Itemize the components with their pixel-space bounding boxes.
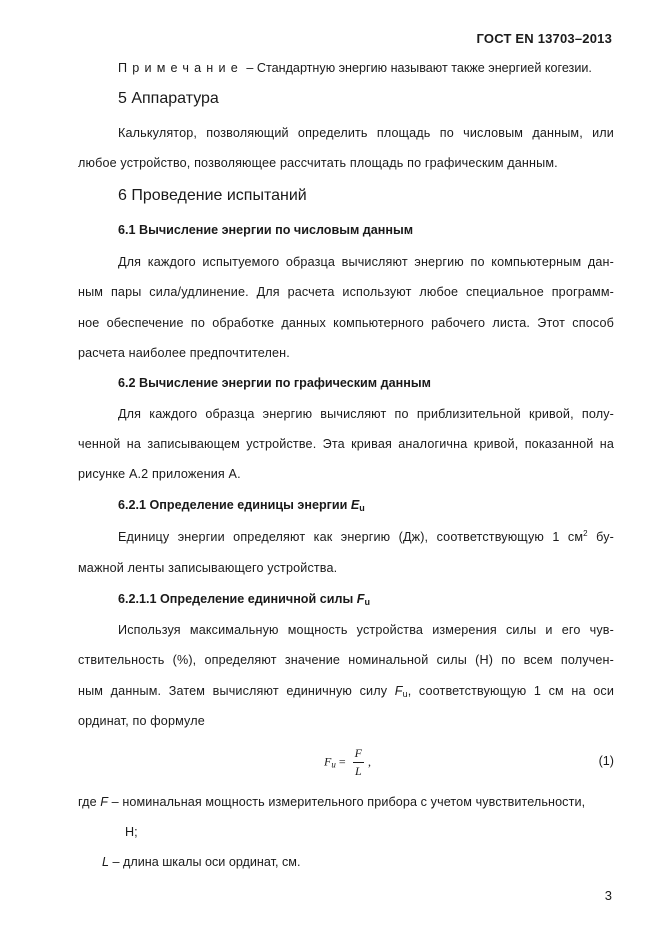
- formula-comma: ,: [367, 754, 371, 769]
- section-6-2-1-1-line-3-b: , соответствующую 1 см на оси: [407, 684, 615, 698]
- section-6-1-line-4: расчета наиболее предпочтителен.: [78, 346, 290, 360]
- where-f-unit: Н;: [125, 825, 138, 839]
- section-6-2-1-line-1-a: Единицу энергии определяют как энергию (Дж), соответствующую 1 см: [118, 530, 584, 544]
- where-intro: где: [78, 795, 101, 809]
- section-5-line-2: любое устройство, позволяющее рассчитать площадь по графическим данным.: [78, 156, 558, 170]
- where-f-symbol: F: [100, 795, 109, 809]
- section-6-1-line-1: Для каждого испытуемого образца вычисляют энергию по компьютерным дан-: [118, 255, 614, 269]
- section-6-2-title: 6.2 Вычисление энергии по графическим данным: [118, 376, 431, 390]
- section-6-2-line-3: рисунке А.2 приложения А.: [78, 467, 241, 481]
- section-6-2-1-1-line-4: ординат, по формуле: [78, 714, 205, 728]
- section-6-1-line-2: ным пары сила/удлинение. Для расчета используют любое специальное программ-: [78, 285, 614, 299]
- energy-unit-subscript: u: [359, 503, 365, 513]
- where-l-line: [102, 855, 300, 869]
- formula-lhs: F: [324, 754, 332, 769]
- where-f-text: – номинальная мощность измерительного прибора с учетом чувствительности,: [108, 795, 586, 809]
- standard-header: ГОСТ EN 13703–2013: [476, 31, 612, 46]
- formula-numerator: F: [353, 746, 364, 763]
- section-6-2-1-line-2: мажной ленты записывающего устройства.: [78, 561, 338, 575]
- section-6-2-line-1: Для каждого образца энергию вычисляют по приблизительной кривой, полу-: [118, 407, 614, 421]
- inline-force-subscript: u: [402, 689, 408, 699]
- formula-number: (1): [598, 754, 614, 768]
- section-6-2-1-superscript: 2: [583, 529, 588, 538]
- inline-force-symbol: F: [394, 684, 403, 698]
- section-6-1-title: 6.1 Вычисление энергии по числовым данным: [118, 223, 414, 237]
- section-6-2-1-1-line-3-a: ным данным. Затем вычисляют единичную силу: [78, 684, 395, 698]
- formula-lhs-subscript: u: [331, 759, 336, 770]
- section-6-2-1-title: [118, 498, 365, 512]
- section-6-2-1-1-title-text: 6.2.1.1 Определение единичной силы: [118, 592, 357, 606]
- where-l-text: – длина шкалы оси ординат, см.: [109, 855, 301, 869]
- formula-1: [324, 746, 371, 779]
- section-5-title: 5 Аппаратура: [118, 90, 219, 107]
- page-number: 3: [604, 888, 612, 903]
- note: [118, 61, 592, 75]
- section-6-2-1-title-text: 6.2.1 Определение единицы энергии: [118, 498, 351, 512]
- note-label: Примечание: [118, 61, 243, 75]
- section-5-line-1: Калькулятор, позволяющий определить площадь по числовым данным, или: [118, 126, 614, 140]
- section-6-2-1-1-line-3: [78, 684, 614, 699]
- where-f-line: [78, 795, 614, 810]
- section-6-2-1-line-1-b: бу-: [587, 530, 614, 544]
- formula-denominator: L: [354, 764, 362, 778]
- section-6-2-1-line-1: [78, 530, 614, 545]
- section-6-title: 6 Проведение испытаний: [118, 187, 307, 204]
- section-6-2-line-2: ченной на записывающем устройстве. Эта кривая аналогична кривой, показанной на: [78, 437, 614, 451]
- energy-unit-symbol: E: [350, 498, 360, 512]
- section-6-2-1-1-title: [118, 592, 370, 606]
- formula-equals: =: [338, 754, 346, 769]
- force-unit-symbol: F: [356, 592, 365, 606]
- force-unit-subscript: u: [364, 597, 370, 607]
- section-6-1-line-3: ное обеспечение по обработке данных компьютерного рабочего листа. Этот способ: [78, 316, 614, 330]
- section-6-2-1-1-line-2: ствительность (%), определяют значение номинальной силы (Н) по всем получен-: [78, 653, 614, 667]
- section-6-2-1-1-line-1: Используя максимальную мощность устройства измерения силы и его чув-: [118, 623, 614, 637]
- note-text: – Стандартную энергию называют также энергией когезии.: [242, 61, 592, 75]
- where-l-symbol: L: [102, 855, 110, 869]
- formula-fraction: [353, 746, 364, 779]
